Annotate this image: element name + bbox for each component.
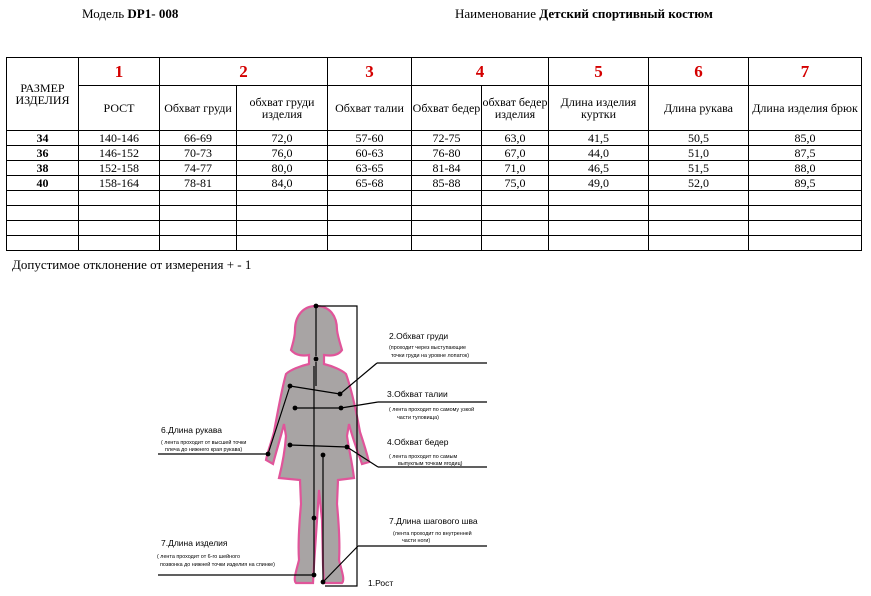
column-header: Длина изделия куртки	[549, 86, 649, 131]
table-cell	[237, 206, 328, 221]
table-cell: 57-60	[328, 131, 412, 146]
table-cell: 89,5	[749, 176, 862, 191]
table-row	[7, 146, 862, 161]
table-cell	[412, 191, 482, 206]
table-cell: 85-88	[412, 176, 482, 191]
table-row	[7, 131, 862, 146]
model-label: Модель	[82, 6, 125, 21]
column-header: Обхват талии	[328, 86, 412, 131]
table-cell	[79, 236, 160, 251]
waist-note: части туловища)	[397, 415, 439, 421]
measurement-diagram	[0, 290, 871, 596]
table-cell: 85,0	[749, 131, 862, 146]
table-cell	[412, 236, 482, 251]
table-cell: 152-158	[79, 161, 160, 176]
figure-silhouette	[266, 306, 369, 583]
sleeve-note: ( лента проходит от высшей точки	[161, 440, 247, 446]
table-cell: 63-65	[328, 161, 412, 176]
table-cell: 44,0	[549, 146, 649, 161]
table-cell	[328, 191, 412, 206]
table-cell	[482, 191, 549, 206]
table-cell	[649, 236, 749, 251]
table-cell: 65-68	[328, 176, 412, 191]
table-cell	[79, 206, 160, 221]
hips-note: ( лента проходит по самым	[389, 454, 458, 460]
table-cell	[79, 191, 160, 206]
group-number: 1	[79, 58, 160, 86]
table-cell: 88,0	[749, 161, 862, 176]
table-cell	[160, 206, 237, 221]
table-cell: 50,5	[649, 131, 749, 146]
table-row	[7, 161, 862, 176]
table-cell: 63,0	[482, 131, 549, 146]
column-header: обхват бедер изделия	[482, 86, 549, 131]
table-cell: 60-63	[328, 146, 412, 161]
table-cell	[412, 221, 482, 236]
table-cell	[328, 221, 412, 236]
table-cell: 74-77	[160, 161, 237, 176]
table-cell: 52,0	[649, 176, 749, 191]
column-header: обхват груди изделия	[237, 86, 328, 131]
size-header: РАЗМЕР ИЗДЕЛИЯ	[7, 58, 79, 131]
product-name-value: Детский спортивный костюм	[539, 6, 713, 21]
model-line	[82, 6, 178, 22]
table-cell	[160, 191, 237, 206]
inseam-title: 7.Длина шагового шва	[389, 516, 478, 526]
table-cell	[482, 236, 549, 251]
model-value: DP1- 008	[127, 6, 179, 21]
table-cell	[328, 236, 412, 251]
group-number: 4	[412, 58, 549, 86]
table-cell	[160, 236, 237, 251]
empty-row	[7, 206, 862, 221]
group-number: 7	[749, 58, 862, 86]
table-cell: 66-69	[160, 131, 237, 146]
empty-row	[7, 221, 862, 236]
table-cell: 87,5	[749, 146, 862, 161]
chest-note: (проходит через выступающие	[389, 345, 467, 351]
garment-length-note: ( лента проходит от 6-го шейного	[157, 554, 240, 560]
product-name-line	[455, 6, 713, 22]
chest-note: точки груди на уровне лопаток)	[391, 353, 470, 359]
table-cell	[749, 236, 862, 251]
table-cell: 71,0	[482, 161, 549, 176]
table-cell	[7, 191, 79, 206]
size-cell: 40	[7, 176, 79, 191]
table-cell	[549, 191, 649, 206]
table-cell	[549, 206, 649, 221]
table-cell	[79, 221, 160, 236]
table-cell	[7, 206, 79, 221]
table-cell: 67,0	[482, 146, 549, 161]
table-cell: 72,0	[237, 131, 328, 146]
table-cell	[7, 236, 79, 251]
table-cell	[328, 206, 412, 221]
group-number: 6	[649, 58, 749, 86]
table-cell: 70-73	[160, 146, 237, 161]
tolerance-note: Допустимое отклонение от измерения + - 1	[12, 257, 252, 272]
table-row	[7, 176, 862, 191]
table-cell: 80,0	[237, 161, 328, 176]
column-header: Обхват груди	[160, 86, 237, 131]
empty-row	[7, 236, 862, 251]
table-cell: 49,0	[549, 176, 649, 191]
group-number: 2	[160, 58, 328, 86]
table-cell: 51,5	[649, 161, 749, 176]
height-title: 1.Рост	[368, 578, 394, 588]
table-cell	[412, 206, 482, 221]
column-header: Длина изделия брюк	[749, 86, 862, 131]
table-cell: 41,5	[549, 131, 649, 146]
waist-title: 3.Обхват талии	[387, 389, 448, 399]
table-cell	[237, 236, 328, 251]
table-cell	[549, 221, 649, 236]
sleeve-note: плеча до нижнего края рукава)	[165, 447, 243, 453]
chest-title: 2.Обхват груди	[389, 331, 449, 341]
table-cell	[482, 206, 549, 221]
garment-length-title: 7.Длина изделия	[161, 538, 228, 548]
size-cell: 34	[7, 131, 79, 146]
table-cell: 84,0	[237, 176, 328, 191]
table-cell	[549, 236, 649, 251]
group-number: 3	[328, 58, 412, 86]
table-cell: 78-81	[160, 176, 237, 191]
table-cell: 75,0	[482, 176, 549, 191]
table-cell	[160, 221, 237, 236]
table-cell: 46,5	[549, 161, 649, 176]
waist-note: ( лента проходит по самому узкой	[389, 407, 475, 413]
table-cell	[749, 191, 862, 206]
inseam-note: части ноги)	[402, 538, 431, 544]
table-cell: 158-164	[79, 176, 160, 191]
table-cell: 146-152	[79, 146, 160, 161]
table-cell: 140-146	[79, 131, 160, 146]
table-cell	[749, 206, 862, 221]
table-cell	[649, 206, 749, 221]
table-cell: 81-84	[412, 161, 482, 176]
table-cell	[237, 191, 328, 206]
table-cell	[237, 221, 328, 236]
table-cell: 51,0	[649, 146, 749, 161]
hips-title: 4.Обхват бедер	[387, 437, 449, 447]
sleeve-title: 6.Длина рукава	[161, 425, 222, 435]
table-cell	[482, 221, 549, 236]
table-cell	[649, 191, 749, 206]
hips-note: выпуклым точкам ягодиц)	[398, 461, 463, 467]
group-number: 5	[549, 58, 649, 86]
inseam-note: (лента проходит по внутренней	[393, 531, 472, 537]
column-header: РОСТ	[79, 86, 160, 131]
child-figure	[266, 306, 369, 583]
table-cell: 76,0	[237, 146, 328, 161]
column-header: Обхват бедер	[412, 86, 482, 131]
table-cell: 76-80	[412, 146, 482, 161]
garment-length-note: позвонка до нижней точки изделия на спинке)	[160, 562, 275, 568]
size-table	[6, 57, 862, 251]
table-cell: 72-75	[412, 131, 482, 146]
size-cell: 36	[7, 146, 79, 161]
table-cell	[649, 221, 749, 236]
table-cell	[749, 221, 862, 236]
size-cell: 38	[7, 161, 79, 176]
column-header: Длина рукава	[649, 86, 749, 131]
product-name-label: Наименование	[455, 6, 536, 21]
table-cell	[7, 221, 79, 236]
empty-row	[7, 191, 862, 206]
